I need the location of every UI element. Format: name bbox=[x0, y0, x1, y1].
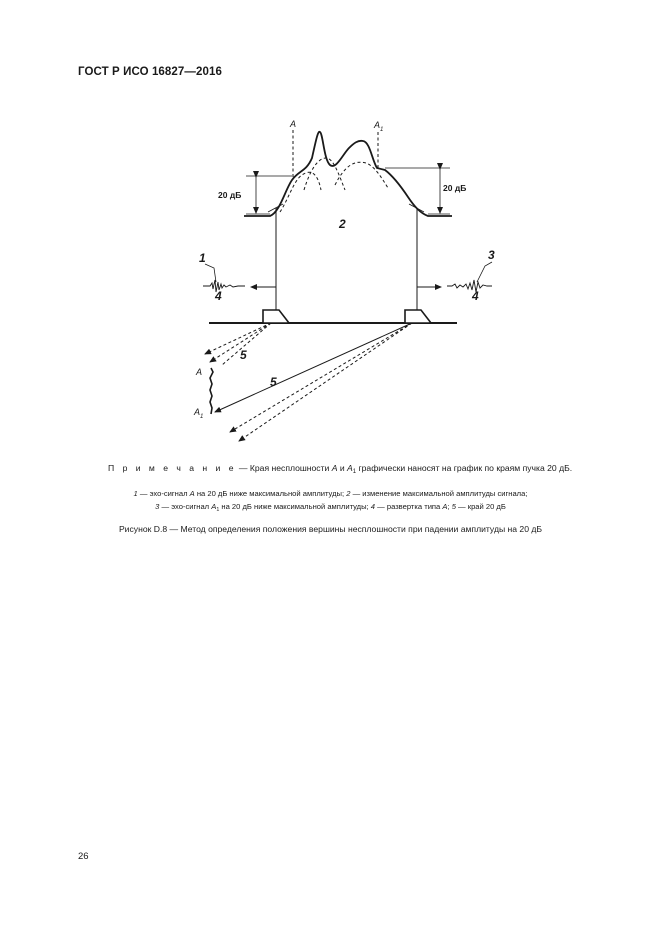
label-1: 1 bbox=[199, 251, 206, 265]
label-A1-top: $A_1$ bbox=[374, 120, 384, 133]
left-ascan bbox=[203, 280, 245, 292]
discontinuity-profile bbox=[210, 368, 213, 414]
label-A-top: A bbox=[290, 119, 297, 129]
label-A-lower: A bbox=[196, 367, 203, 377]
label-2: 2 bbox=[339, 217, 346, 231]
page-number: 26 bbox=[78, 851, 89, 862]
label-A1-lower: $A_1$ bbox=[194, 407, 204, 420]
figure-legend-line-1: 1 — эхо-сигнал A на 20 дБ ниже максимальной амплитуды; 2 — изменение максимальной амплитуды сигнала; bbox=[133, 489, 528, 498]
figure-note: П р и м е ч а н и е — Края несплошности A и $A_1$ графически наносят на график по краям пучка 20 дБ. bbox=[108, 463, 573, 475]
label-db-left: 20 дБ bbox=[218, 190, 242, 200]
figure-caption: Рисунок D.8 — Метод определения положения вершины несплошности при падении амплитуды на 20 дБ bbox=[118, 524, 543, 534]
left-probe bbox=[263, 310, 289, 323]
label-5-upper: 5 bbox=[240, 348, 247, 362]
label-db-right: 20 дБ bbox=[443, 183, 467, 193]
right-probe bbox=[405, 310, 431, 323]
amplitude-envelope bbox=[244, 132, 452, 216]
label-4-right: 4 bbox=[472, 289, 479, 303]
figure-legend-line-2: 3 — эхо-сигнал $A_1$ на 20 дБ ниже максимальной амплитуды; 4 — развертка типа A; 5 — край 20 дБ bbox=[155, 502, 506, 513]
document-header: ГОСТ Р ИСО 16827—2016 bbox=[78, 66, 223, 78]
label-5-lower: 5 bbox=[270, 375, 277, 389]
right-ascan bbox=[447, 280, 492, 292]
label-4-left: 4 bbox=[215, 289, 222, 303]
label-3: 3 bbox=[488, 248, 495, 262]
